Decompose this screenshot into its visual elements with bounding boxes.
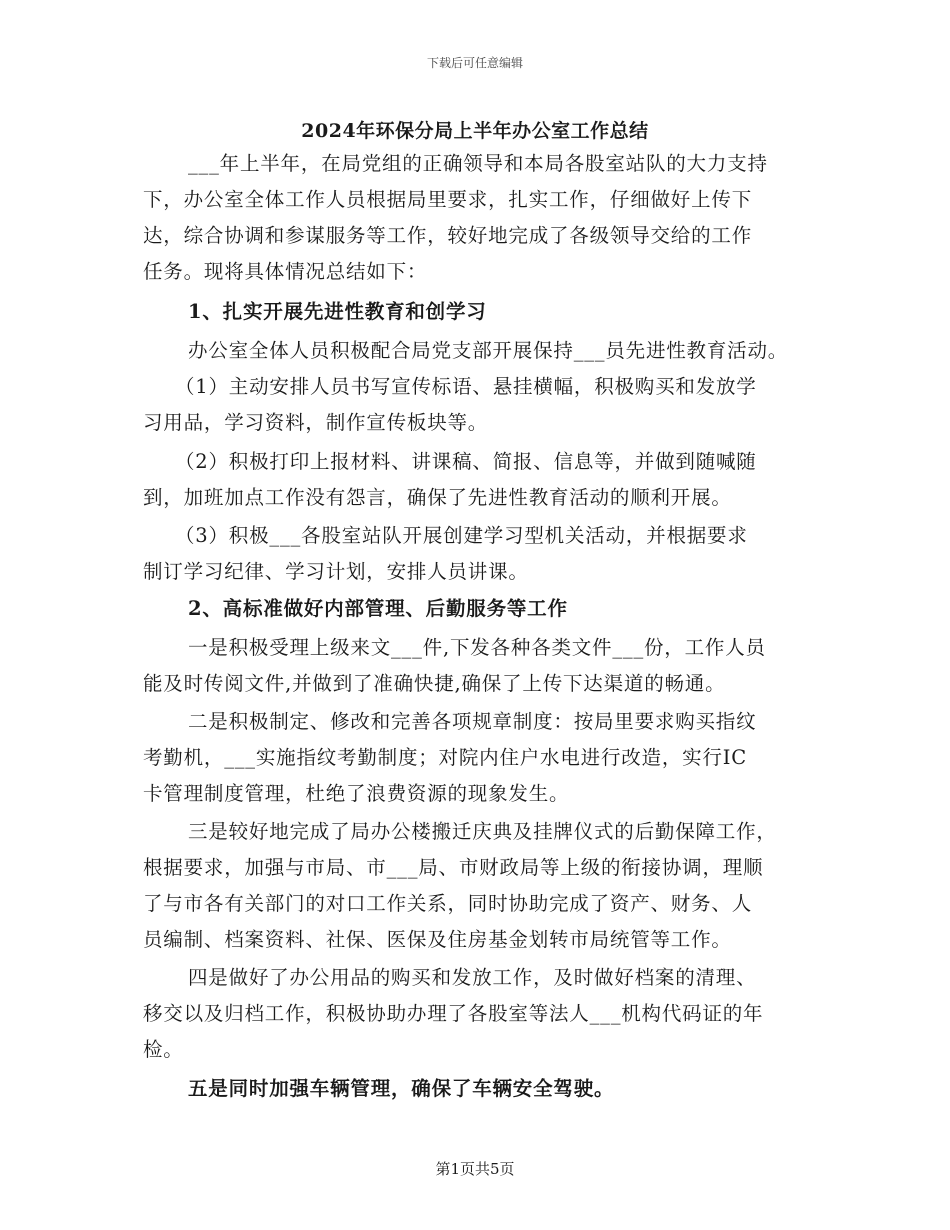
body-line: 卡管理制度管理，杜绝了浪费资源的现象发生。	[143, 782, 570, 805]
intro-line: 达，综合协调和参谋服务等工作，较好地完成了各级领导交给的工作	[143, 224, 753, 247]
body-line: （2）积极打印上报材料、讲课稿、简报、信息等，并做到随喊随	[175, 450, 757, 473]
body-line: 检。	[143, 1038, 184, 1061]
body-line: 二是积极制定、修改和完善各项规章制度：按局里要求购买指纹	[188, 710, 757, 733]
body-line: 考勤机，___实施指纹考勤制度；对院内住户水电进行改造，实行IC	[143, 746, 747, 769]
intro-line: ___年上半年，在局党组的正确领导和本局各股室站队的大力支持	[188, 152, 768, 175]
body-line: （1）主动安排人员书写宣传标语、悬挂横幅，积极购买和发放学	[175, 375, 757, 398]
body-line: 办公室全体人员积极配合局党支部开展保持___员先进性教育活动。	[188, 339, 789, 362]
body-line: 根据要求，加强与市局、市___局、市财政局等上级的衔接协调，理顺	[143, 856, 764, 879]
intro-line: 任务。现将具体情况总结如下：	[143, 260, 428, 283]
body-line: 四是做好了办公用品的购买和发放工作，及时做好档案的清理、	[188, 966, 757, 989]
page-footer: 第1页共5页	[435, 1160, 515, 1178]
body-line: 了与市各有关部门的对口工作关系，同时协助完成了资产、财务、人	[143, 892, 753, 915]
body-line: 习用品，学习资料，制作宣传板块等。	[143, 411, 489, 434]
body-line: 一是积极受理上级来文___件,下发各种各类文件___份，工作人员	[188, 636, 766, 659]
body-line: 三是较好地完成了局办公楼搬迁庆典及挂牌仪式的后勤保障工作，	[188, 820, 777, 843]
body-line: 到，加班加点工作没有怨言，确保了先进性教育活动的顺利开展。	[143, 486, 732, 509]
section-heading: 1、扎实开展先进性教育和创学习	[188, 300, 487, 323]
document-title: 2024年环保分局上半年办公室工作总结	[301, 120, 649, 142]
body-line: 员编制、档案资料、社保、医保及住房基金划转市局统管等工作。	[143, 928, 732, 951]
body-line: 能及时传阅文件,并做到了准确快捷,确保了上传下达渠道的畅通。	[143, 672, 726, 695]
body-line: 制订学习纪律、学习计划，安排人员讲课。	[143, 560, 529, 583]
section-heading: 2、高标准做好内部管理、后勤服务等工作	[188, 597, 568, 620]
body-line: 移交以及归档工作，积极协助办理了各股室等法人___机构代码证的年	[143, 1002, 764, 1025]
body-line: （3）积极___各股室站队开展创建学习型机关活动，并根据要求	[175, 524, 748, 547]
intro-line: 下，办公室全体工作人员根据局里要求，扎实工作，仔细做好上传下	[143, 188, 753, 211]
header-note: 下载后可任意编辑	[426, 56, 523, 70]
closing-line: 五是同时加强车辆管理，确保了车辆安全驾驶。	[188, 1077, 615, 1100]
